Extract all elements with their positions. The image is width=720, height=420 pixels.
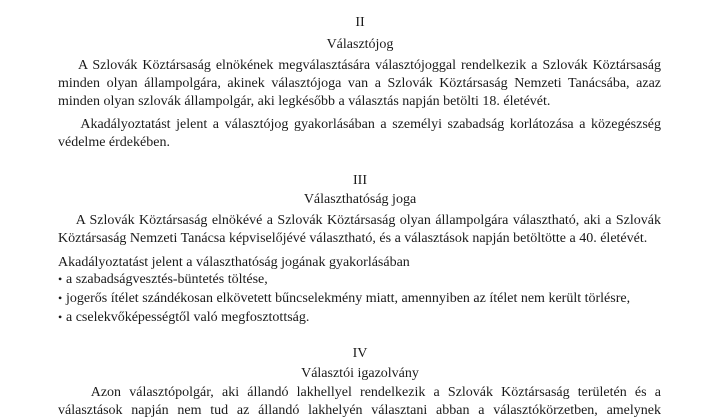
paragraph-line: Akadályoztatást jelent a választójog gyakorlásában a személyi szabadság korlátozása a közegészség bbox=[58, 117, 661, 132]
paragraph bbox=[58, 57, 661, 111]
bullet-list bbox=[58, 270, 661, 327]
paragraph-line: Köztársaság Nemzeti Tanácsa képviselőjévé választható, és a választások napján betöltötte a 40. életévét. bbox=[58, 231, 648, 246]
section-title: Választhatóság joga bbox=[303, 192, 417, 207]
bullet-lead: Akadályoztatást jelent a választhatóság jogának gyakorlásában bbox=[58, 255, 410, 270]
paragraph-line: A Szlovák Köztársaság elnökének megválasztására választójoggal rendelkezik a Szlovák Köztársaság bbox=[58, 58, 661, 73]
bullet-text: a szabadságvesztés-büntetés töltése, bbox=[66, 272, 268, 287]
section-title: Választójog bbox=[326, 37, 394, 52]
paragraph-line: védelme érdekében. bbox=[58, 135, 170, 150]
section-number: III bbox=[353, 173, 367, 188]
paragraph bbox=[58, 212, 661, 248]
paragraph-line: minden olyan állampolgára, akinek választójoga van a Szlovák Köztársaság Nemzeti Tanácsába, azaz bbox=[58, 76, 661, 91]
paragraph bbox=[58, 116, 661, 152]
bullet-icon: • bbox=[58, 291, 63, 305]
section-number: IV bbox=[352, 346, 368, 361]
paragraph bbox=[58, 384, 661, 420]
list-item bbox=[58, 308, 661, 327]
bullet-icon: • bbox=[58, 310, 63, 324]
paragraph-line: A Szlovák Köztársaság elnökévé a Szlovák Köztársaság olyan állampolgára választható, aki a Szlovák bbox=[58, 213, 661, 228]
list-item bbox=[58, 270, 661, 289]
bullet-text: jogerős ítélet szándékosan elkövetett bűncselekmény miatt, amennyiben az ítélet nem került törlésre, bbox=[66, 291, 631, 306]
section-title: Választói igazolvány bbox=[301, 366, 419, 381]
paragraph-line: Azon választópolgár, aki állandó lakhellyel rendelkezik a Szlovák Köztársaság területén és a bbox=[58, 385, 661, 400]
paragraph-line: minden olyan szlovák állampolgár, aki legkésőbb a választás napján betölti 18. életévét. bbox=[58, 94, 551, 109]
section-number: II bbox=[355, 15, 365, 30]
bullet-icon: • bbox=[58, 272, 63, 286]
bullet-text: a cselekvőképességtől való megfosztottság. bbox=[66, 310, 310, 325]
list-item bbox=[58, 289, 661, 308]
paragraph-line: választások napján nem tud az állandó lakhelyén választani abban a választókörzetben, amelynek bbox=[58, 403, 661, 418]
